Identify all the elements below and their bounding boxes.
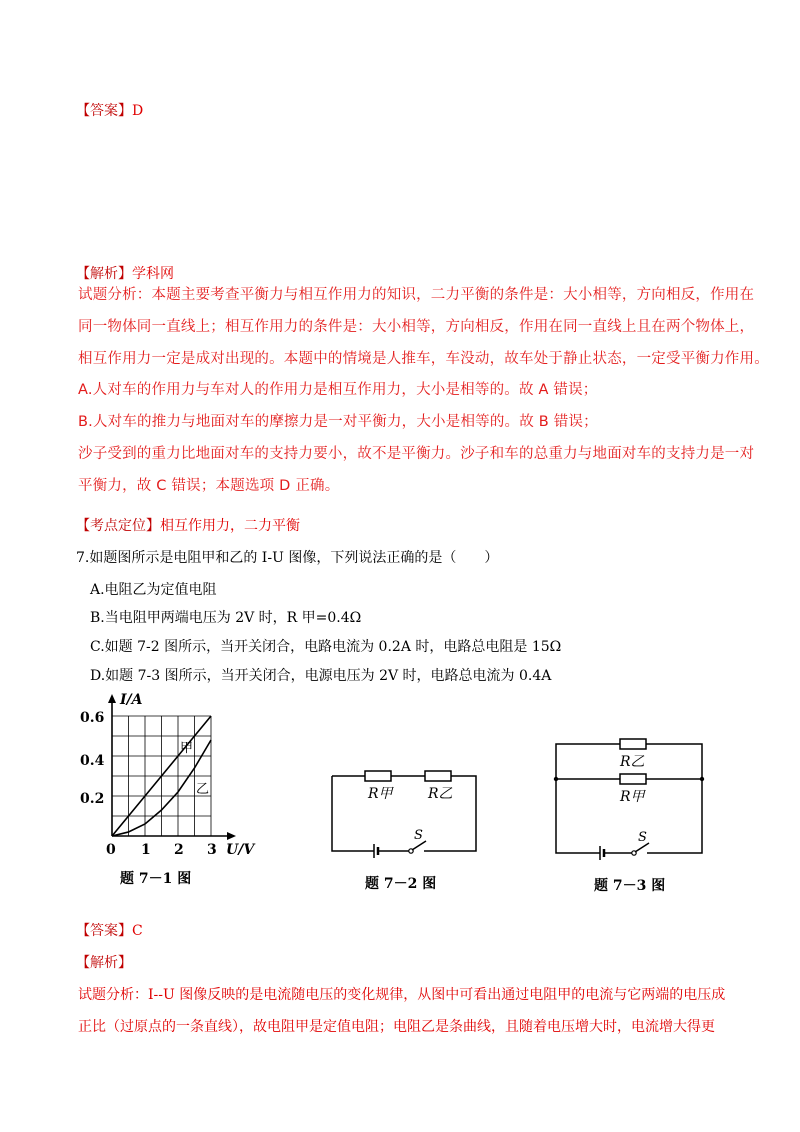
- analysis-label: [76, 263, 174, 283]
- ytick-0.4: 0.4: [80, 753, 105, 769]
- figure-7-2-circuit: [330, 760, 480, 890]
- xtick-3: 3: [207, 842, 217, 858]
- analysis-line-6: 沙子受到的重力比地面对车的支持力要小，故不是平衡力。沙子和车的总重力与地面对车的支持力是一对: [78, 446, 755, 462]
- analysis2-line-2: 正比（过原点的一条直线），故电阻甲是定值电阻；电阻乙是条曲线，且随着电压增大时，电流增大得更: [78, 1019, 715, 1035]
- resistor-jia: [365, 771, 391, 781]
- xtick-1: 1: [141, 842, 151, 858]
- xtick-0: 0: [106, 842, 116, 858]
- option-c: C.如题 7-2 图所示，当开关闭合，电路电流为 0.2A 时，电路总电阻是 15Ω: [90, 639, 562, 655]
- label-switch: S: [638, 830, 647, 845]
- answer-value-2: C: [132, 923, 143, 939]
- curve-yi-label: 乙: [196, 782, 210, 797]
- label-switch: S: [414, 828, 423, 843]
- answer-label-2: [76, 920, 143, 940]
- answer-value: D: [132, 103, 144, 119]
- ytick-0.6: 0.6: [80, 710, 105, 726]
- figure-7-3-caption: 题 7－3 图: [594, 878, 666, 894]
- kaodian-value: 相互作用力，二力平衡: [160, 518, 300, 534]
- analysis-label-2: 【解析】: [76, 955, 132, 971]
- label-r-yi: R乙: [428, 786, 453, 802]
- option-a: A.电阻乙为定值电阻: [90, 582, 217, 598]
- resistor-yi: [620, 739, 646, 749]
- label-r-yi: R乙: [620, 754, 645, 770]
- answer-bracket: 【答案】: [76, 103, 132, 119]
- option-b: B.当电阻甲两端电压为 2V 时，R 甲=0.4Ω: [90, 610, 362, 626]
- junction-right: [700, 777, 704, 781]
- y-axis-arrow-icon: [108, 694, 116, 703]
- ytick-0.2: 0.2: [80, 791, 105, 807]
- resistor-yi: [425, 771, 451, 781]
- analysis-bracket: 【解析】: [76, 266, 132, 282]
- x-axis-label: U/V: [226, 842, 255, 858]
- answer-label: [76, 100, 143, 120]
- curve-jia-label: 甲: [180, 741, 194, 756]
- xtick-2: 2: [174, 842, 184, 858]
- analysis-line-7: 平衡力，故 C 错误；本题选项 D 正确。: [78, 478, 340, 494]
- x-axis-arrow-icon: [227, 832, 236, 840]
- answer-bracket-2: 【答案】: [76, 923, 132, 939]
- figure-7-1-graph: [80, 690, 270, 890]
- figure-7-2-caption: 题 7－2 图: [365, 876, 437, 890]
- option-d: D.如题 7-3 图所示，当开关闭合，电源电压为 2V 时，电路总电流为 0.4A: [90, 668, 552, 684]
- kaodian-bracket: 【考点定位】: [76, 518, 160, 534]
- analysis-line-5: B.人对车的推力与地面对车的摩擦力是一对平衡力，大小是相等的。故 B 错误；: [78, 414, 598, 430]
- analysis-line-4: A.人对车的作用力与车对人的作用力是相互作用力，大小是相等的。故 A 错误；: [78, 382, 598, 398]
- analysis2-line-1: 试题分析：I--U 图像反映的是电流随电压的变化规律，从图中可看出通过电阻甲的电流与它两端的电压成: [78, 987, 726, 1003]
- junction-left: [554, 777, 558, 781]
- label-r-jia: R甲: [368, 786, 393, 802]
- y-axis-label: I/A: [120, 692, 143, 708]
- analysis-line-1: 试题分析：本题主要考查平衡力与相互作用力的知识，二力平衡的条件是：大小相等，方向相反，作用在: [78, 287, 755, 303]
- resistor-jia: [620, 774, 646, 784]
- label-r-jia: R甲: [620, 789, 645, 805]
- analysis-line-2: 同一物体同一直线上；相互作用力的条件是：大小相等，方向相反，作用在同一直线上且在两个物体上，: [78, 319, 755, 335]
- question-stem: 7.如题图所示是电阻甲和乙的 I-U 图像，下列说法正确的是（ ）: [76, 550, 499, 566]
- analysis-source: 学科网: [132, 266, 174, 282]
- figure-7-3-circuit: [552, 735, 712, 895]
- analysis-line-3: 相互作用力一定是成对出现的。本题中的情境是人推车，车没动，故车处于静止状态，一定受平衡力作用。: [78, 351, 769, 367]
- kaodian-label: [76, 515, 300, 535]
- circuit-wire: [332, 776, 476, 851]
- figure-7-1-caption: 题 7－1 图: [120, 871, 192, 887]
